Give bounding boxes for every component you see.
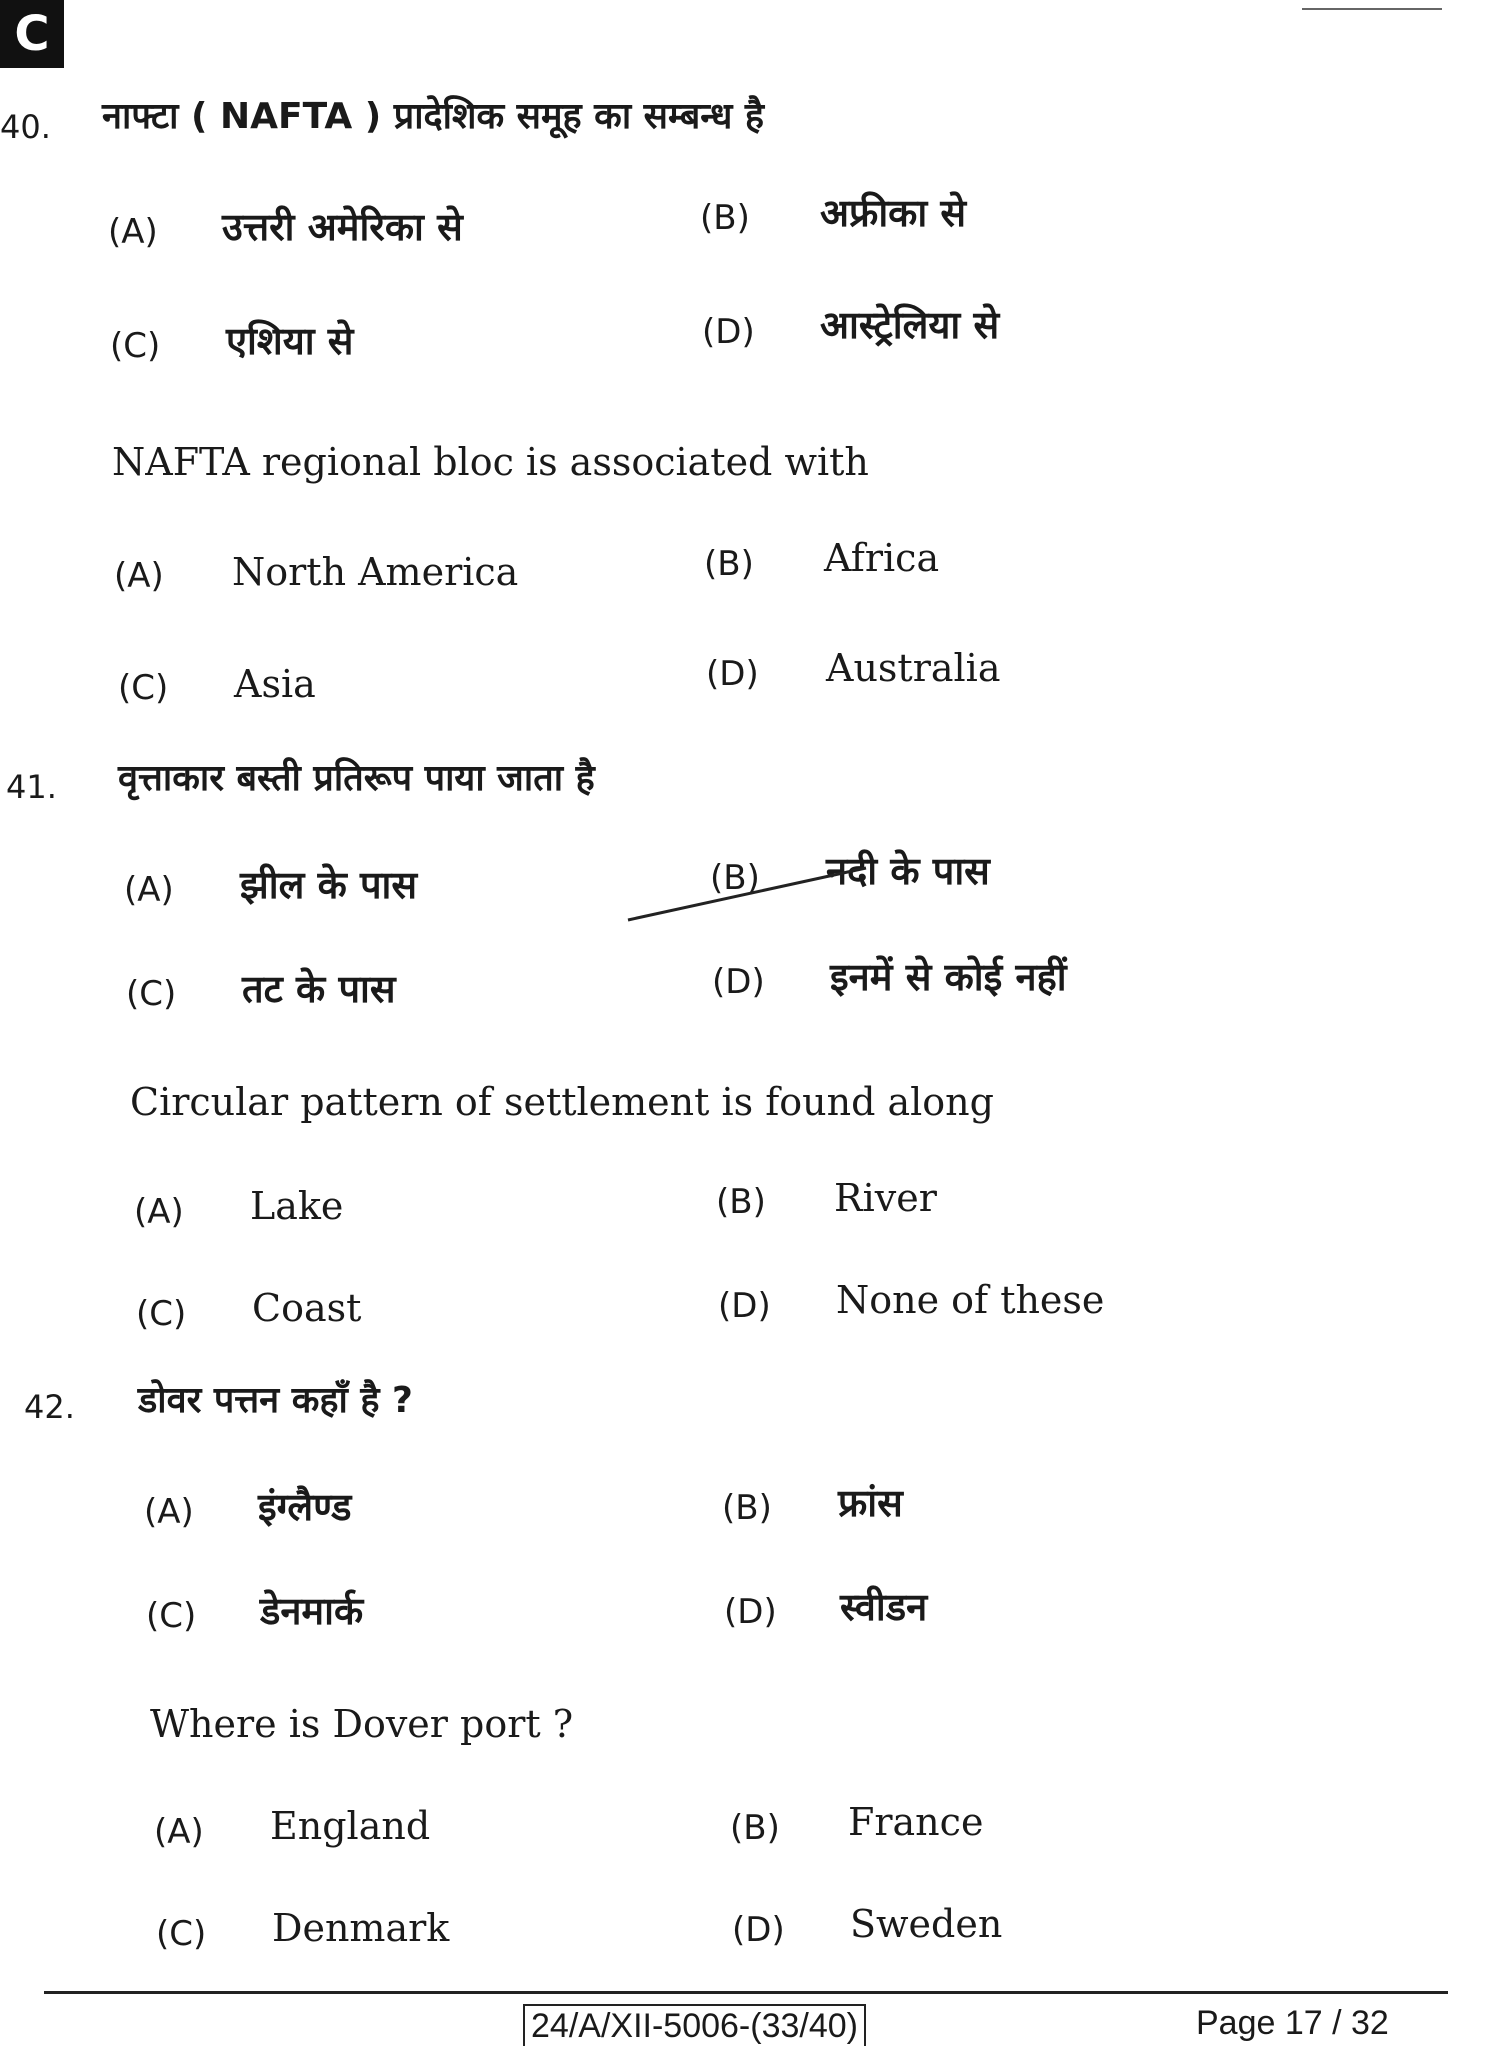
question-text-hindi: डोवर पत्तन कहाँ है ? xyxy=(138,1380,413,1421)
option-text-hindi: फ्रांस xyxy=(838,1481,903,1525)
option-text-english: Asia xyxy=(234,662,316,706)
option-label: (B) xyxy=(716,1182,766,1222)
option-text-english: Africa xyxy=(824,536,940,580)
option-label: (A) xyxy=(154,1812,204,1852)
option-text-hindi: आस्ट्रेलिया से xyxy=(820,303,1000,347)
option-text-english: England xyxy=(270,1804,431,1848)
option-label: (C) xyxy=(136,1294,187,1334)
option-text-hindi: नदी के पास xyxy=(826,849,990,893)
option-label: (D) xyxy=(732,1910,785,1950)
option-label: (C) xyxy=(156,1914,207,1954)
option-text-hindi: तट के पास xyxy=(242,967,396,1011)
option-label: (C) xyxy=(146,1596,197,1636)
option-text-english: Denmark xyxy=(272,1906,450,1950)
question-number: 40. xyxy=(0,108,51,146)
option-label: (B) xyxy=(722,1488,772,1528)
question-text-english: Circular pattern of settlement is found along xyxy=(130,1080,994,1124)
question-text-english: NAFTA regional bloc is associated with xyxy=(112,440,869,484)
option-text-hindi: डेनमार्क xyxy=(260,1589,364,1633)
option-text-english: North America xyxy=(232,550,519,594)
option-label: (D) xyxy=(724,1592,777,1632)
footer-rule xyxy=(44,1991,1448,1994)
option-text-hindi: स्वीडन xyxy=(840,1585,928,1629)
option-text-english: River xyxy=(834,1176,937,1220)
option-text-english: Australia xyxy=(826,646,1001,690)
page-number: Page 17 / 32 xyxy=(1196,2004,1389,2042)
option-text-hindi: उत्तरी अमेरिका से xyxy=(222,205,463,249)
option-label: (A) xyxy=(144,1492,194,1532)
question-number: 42. xyxy=(24,1388,75,1426)
option-text-hindi: इंग्लैण्ड xyxy=(258,1485,352,1529)
paper-code: 24/A/XII-5006-(33/40) xyxy=(523,2004,866,2046)
page-top-rule xyxy=(1302,0,1442,10)
option-text-english: Sweden xyxy=(850,1902,1003,1946)
strike-through-mark xyxy=(626,852,1006,922)
option-label: (B) xyxy=(710,858,760,898)
option-label: (A) xyxy=(134,1192,184,1232)
option-text-hindi: अफ्रीका से xyxy=(820,191,967,235)
option-label: (A) xyxy=(124,870,174,910)
question-number: 41. xyxy=(6,768,57,806)
option-label: (A) xyxy=(108,212,158,252)
option-label: (C) xyxy=(126,974,177,1014)
option-label: (D) xyxy=(702,312,755,352)
question-text-hindi: वृत्ताकार बस्ती प्रतिरूप पाया जाता है xyxy=(118,758,595,799)
option-text-hindi: झील के पास xyxy=(240,863,418,907)
option-label: (C) xyxy=(110,326,161,366)
option-label: (D) xyxy=(712,962,765,1002)
option-label: (C) xyxy=(118,668,169,708)
option-text-english: Lake xyxy=(250,1184,344,1228)
set-badge: C xyxy=(0,0,64,68)
question-text-english: Where is Dover port ? xyxy=(150,1702,574,1746)
option-label: (B) xyxy=(700,198,750,238)
option-text-english: None of these xyxy=(836,1278,1105,1322)
option-text-english: Coast xyxy=(252,1286,362,1330)
option-text-english: France xyxy=(848,1800,984,1844)
option-label: (A) xyxy=(114,556,164,596)
option-text-hindi: एशिया से xyxy=(226,319,354,363)
option-label: (D) xyxy=(718,1286,771,1326)
option-label: (B) xyxy=(704,544,754,584)
option-label: (B) xyxy=(730,1808,780,1848)
question-text-hindi: नाफ्टा ( NAFTA ) प्रादेशिक समूह का सम्बन्ध है xyxy=(102,96,765,137)
option-label: (D) xyxy=(706,654,759,694)
option-text-hindi: इनमें से कोई नहीं xyxy=(830,955,1067,999)
